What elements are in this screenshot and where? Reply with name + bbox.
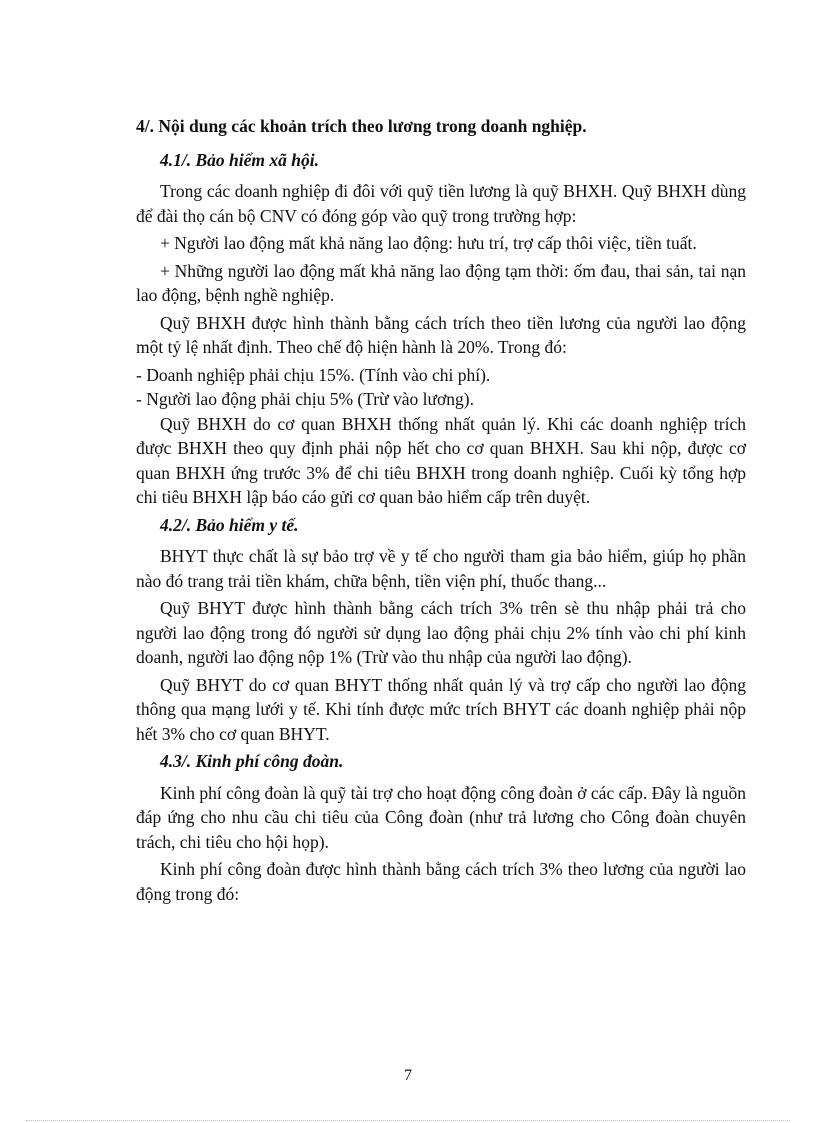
bhxh-paragraph-4: Quỹ BHXH được hình thành bằng cách trích theo tiền lương của người lao động một tỷ lệ nhất định. Theo chế độ hiện hành là 20%. Trong đó: — [136, 312, 746, 357]
bhyt-paragraph-3: Quỹ BHYT do cơ quan BHYT thống nhất quản lý và trợ cấp cho người lao động thông qua mạng lưới y tế. Khi tính được mức trích BHYT các doanh nghiệp phải nộp hết 3% cho cơ quan BHYT. — [136, 674, 746, 744]
kpcd-paragraph-1: Kinh phí công đoàn là quỹ tài trợ cho hoạt động công đoàn ở các cấp. Đây là nguồn đáp ứng cho nhu cầu chi tiêu của Công đoàn (như trả lương cho Công đoàn chuyên trách, chi tiêu cho hội họp). — [136, 782, 746, 852]
kpcd-paragraph-2: Kinh phí công đoàn được hình thành bằng cách trích 3% theo lương của người lao động trong đó: — [136, 859, 746, 904]
bhyt-title: 4.2/. Bảo hiểm y tế. — [160, 514, 299, 535]
footer-divider — [26, 1120, 790, 1121]
bhxh-paragraph-5: Quỹ BHXH do cơ quan BHXH thống nhất quản lý. Khi các doanh nghiệp trích được BHXH theo quy định phải nộp hết cho cơ quan BHXH. Sau khi nộp, được cơ quan BHXH ứng trước 3% để chi tiêu BHXH trong doanh nghiệp. Cuối kỳ tổng hợp chi tiêu BHXH lập báo cáo gửi cơ quan bảo hiểm cấp trên duyệt. — [136, 413, 746, 507]
section-heading: 4/. Nội dung các khoản trích theo lương trong doanh nghiệp. — [136, 116, 587, 136]
bhxh-paragraph-2: + Người lao động mất khả năng lao động: hưu trí, trợ cấp thôi việc, tiền tuất. — [160, 233, 697, 253]
kpcd-title: 4.3/. Kinh phí công đoàn. — [160, 751, 344, 771]
bhxh-list-item-1: - Doanh nghiệp phải chịu 15%. (Tính vào chi phí). — [136, 364, 491, 385]
bhyt-paragraph-1: BHYT thực chất là sự bảo trợ về y tế cho người tham gia bảo hiểm, giúp họ phần nào đó trang trải tiền khám, chữa bệnh, tiền viện phí, thuốc thang... — [136, 546, 746, 591]
bhxh-title: 4.1/. Bảo hiểm xã hội. — [160, 149, 319, 170]
page-content — [136, 114, 746, 909]
page-number: 7 — [404, 1067, 412, 1084]
bhxh-paragraph-1: Trong các doanh nghiệp đi đôi với quỹ tiền lương là quỹ BHXH. Quỹ BHXH dùng để đài thọ cán bộ CNV có đóng góp vào quỹ trong trường hợp: — [136, 181, 746, 226]
bhxh-paragraph-3: + Những người lao động mất khả năng lao động tạm thời: ốm đau, thai sản, tai nạn lao động, bệnh nghề nghiệp. — [136, 260, 746, 305]
bhxh-list-item-2: - Người lao động phải chịu 5% (Trừ vào lương). — [136, 389, 474, 409]
bhyt-paragraph-2: Quỹ BHYT được hình thành bằng cách trích 3% trên sè thu nhập phải trả cho người lao động trong đó người sử dụng lao động phải chịu 2% tính vào chi phí kinh doanh, người lao động nộp 1% (Trừ vào thu nhập của người lao động). — [136, 598, 746, 667]
